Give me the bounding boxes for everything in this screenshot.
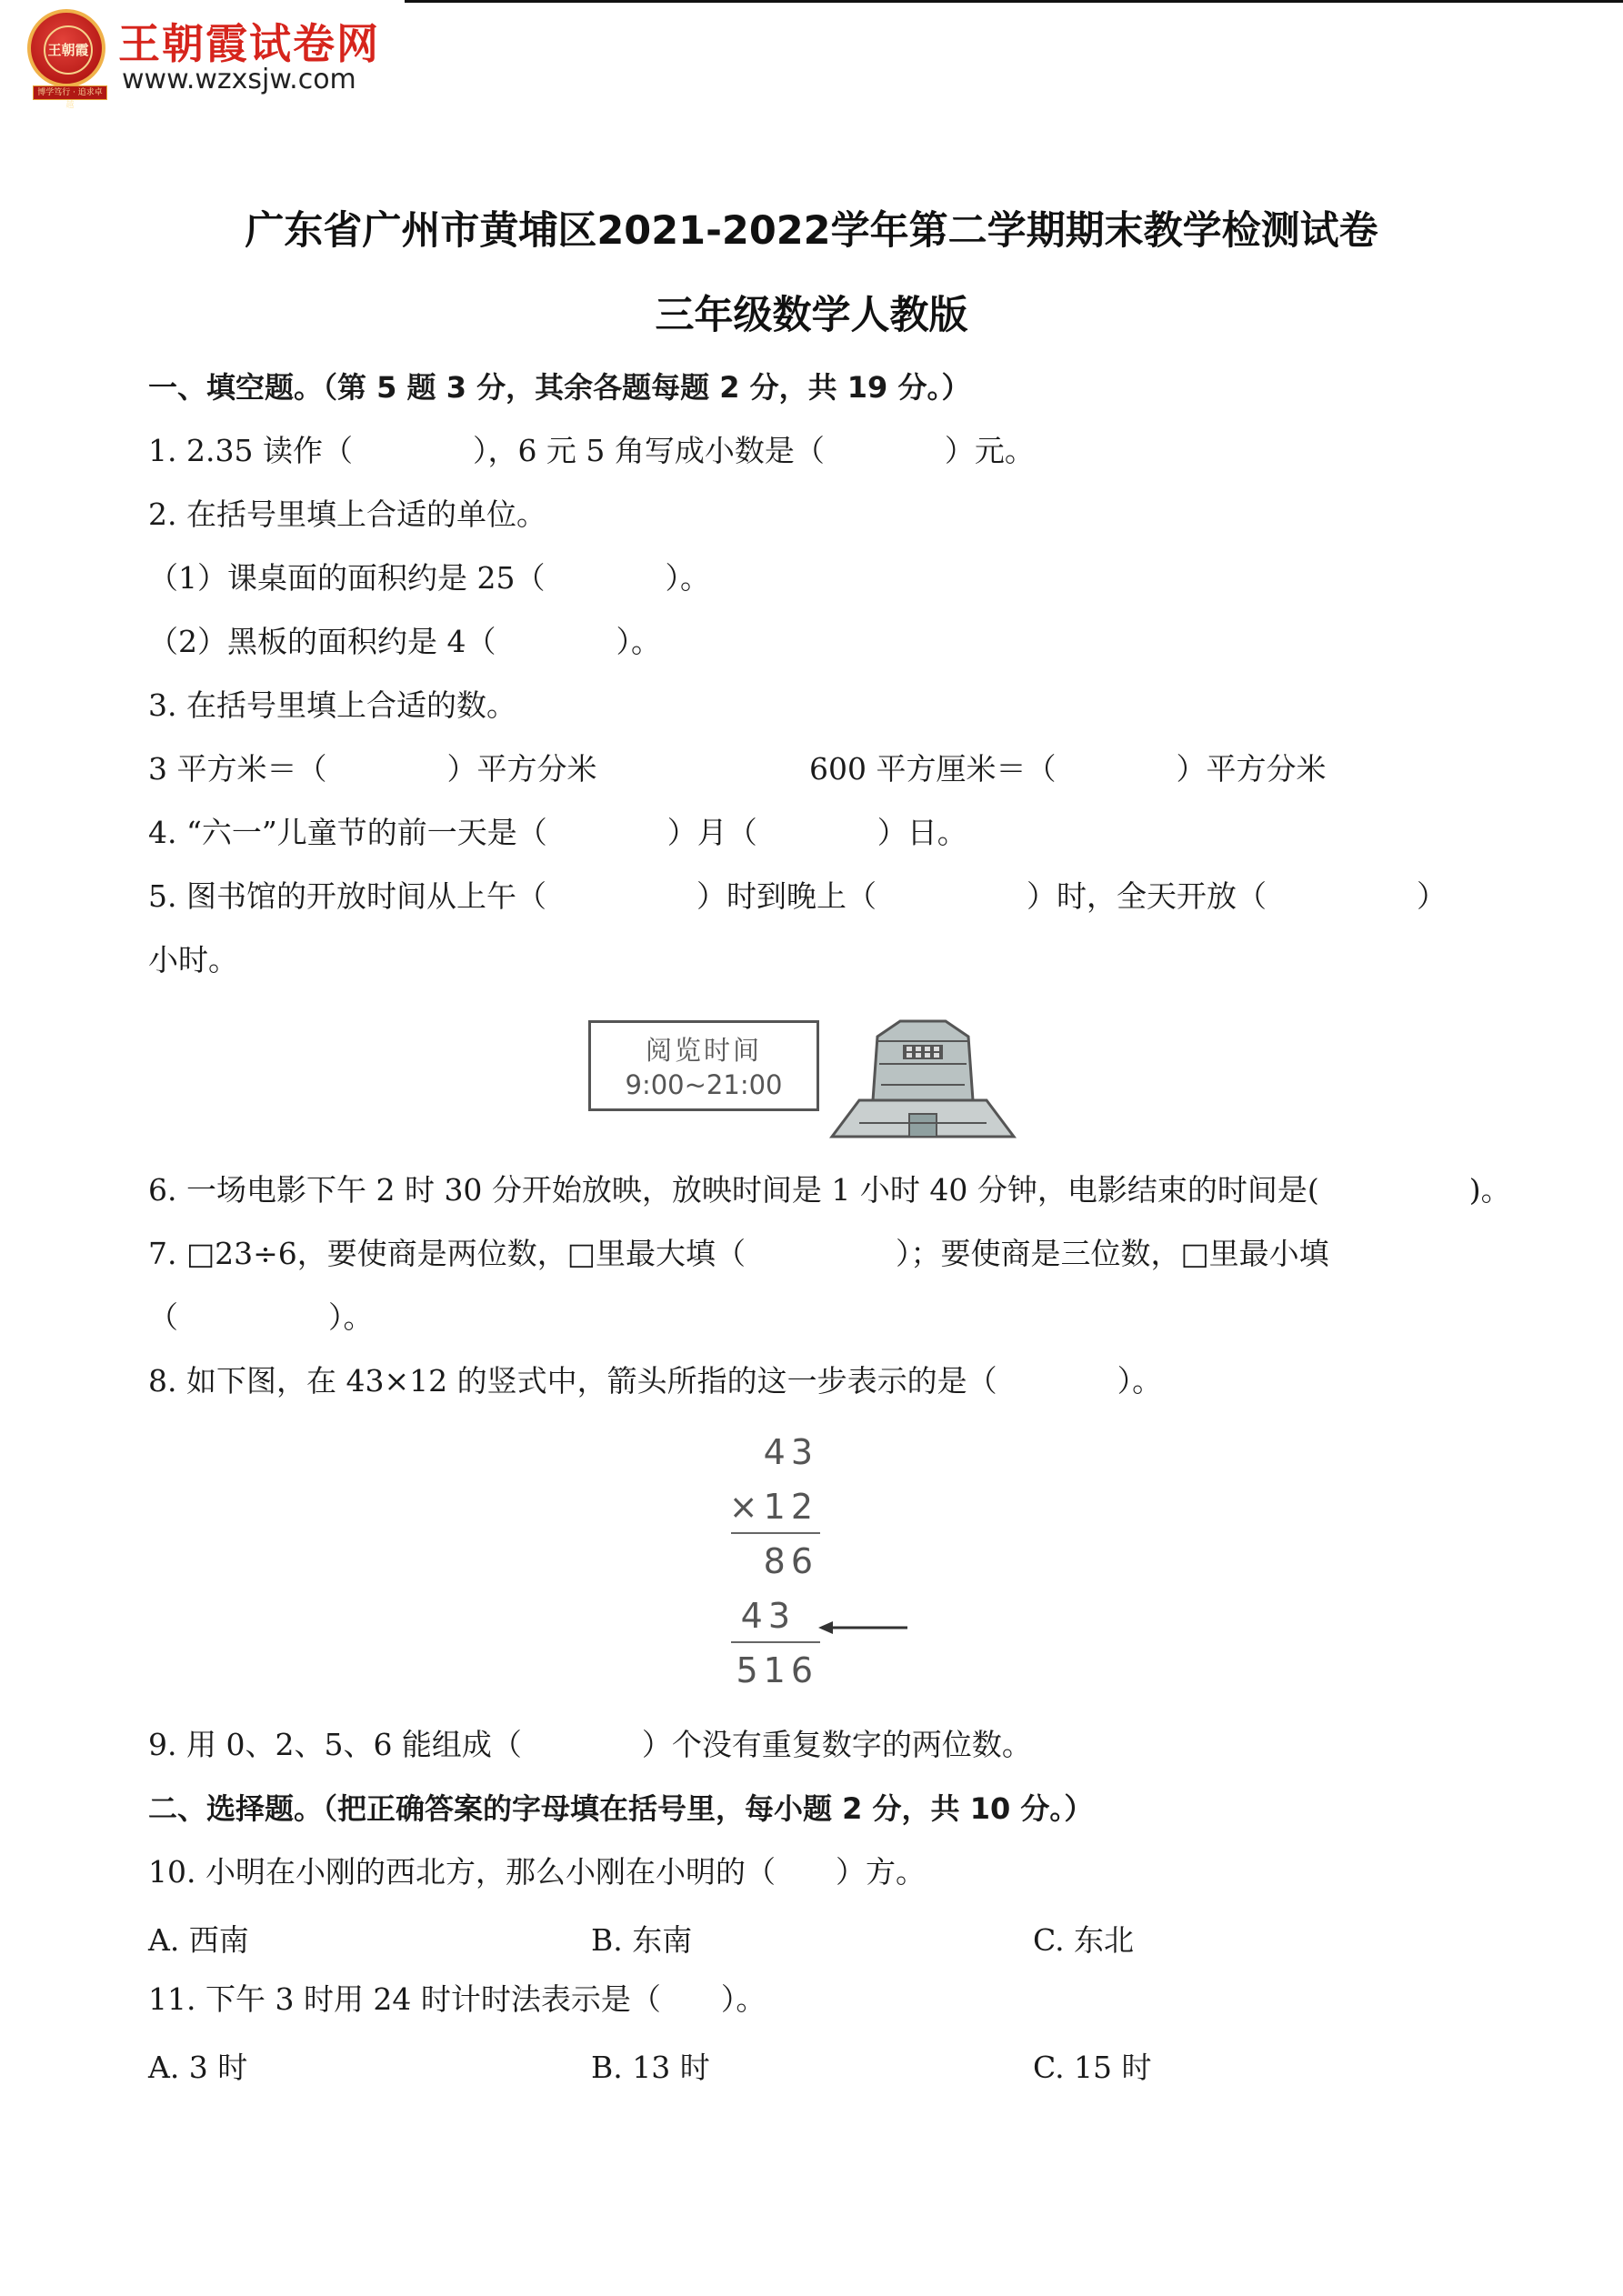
question-7-cont: （ ）。 [148,1299,374,1335]
question-10: 10. 小明在小刚的西北方，那么小刚在小明的（ ）方。 [148,1854,926,1890]
question-10-option-c: C. 东北 [1033,1922,1135,1958]
brand-url[interactable]: www.wzxsjw.com [122,64,356,95]
site-logo[interactable] [27,9,391,110]
vert-row-partial-1: 86 [763,1541,818,1581]
vert-rule-2 [731,1641,820,1643]
vert-row-multiplicand: 43 [763,1432,818,1472]
question-4: 4. “六一”儿童节的前一天是（ ）月（ ）日。 [148,815,967,850]
question-2: 2. 在括号里填上合适的单位。 [148,496,546,532]
seal-text: 王朝霞 [44,25,93,75]
reading-time-label: 阅览时间 [645,1035,762,1066]
question-3: 3. 在括号里填上合适的数。 [148,687,516,723]
vert-row-partial-2: 43 [740,1596,796,1636]
question-1: 1. 2.35 读作（ ），6 元 5 角写成小数是（ ）元。 [148,433,1035,468]
brand-name: 王朝霞试卷网 [118,19,380,68]
question-3-part-1: 3 平方米＝（ ）平方分米 [148,751,597,787]
question-2-part-2: （2）黑板的面积约是 4（ ）。 [148,624,661,659]
reading-time-value: 9:00~21:00 [625,1069,783,1100]
section-1-heading: 一、填空题。（第 5 题 3 分，其余各题每题 2 分，共 19 分。） [148,370,971,405]
question-2-part-1: （1）课桌面的面积约是 25（ ）。 [148,560,710,596]
question-6: 6. 一场电影下午 2 时 30 分开始放映，放映时间是 1 小时 40 分钟，电影结束的时间是( )。 [148,1172,1511,1208]
seal-ribbon: 博学笃行 · 追求卓越 [33,85,107,100]
question-11-option-b: B. 13 时 [591,2050,710,2085]
left-arrow-icon [818,1619,909,1637]
vertical-multiplication [718,1432,918,1705]
top-rule [405,0,1623,3]
question-11-option-a: A. 3 时 [148,2050,248,2085]
question-7: 7. □23÷6，要使商是两位数，□里最大填（ ）；要使商是三位数，□里最小填 [148,1236,1329,1271]
question-10-option-b: B. 东南 [591,1922,693,1958]
section-2-heading: 二、选择题。（把正确答案的字母填在括号里，每小题 2 分，共 10 分。） [148,1791,1094,1826]
exam-title: 广东省广州市黄埔区2021-2022学年第二学期期末教学检测试卷 [245,208,1378,254]
question-11: 11. 下午 3 时用 24 时计时法表示是（ ）。 [148,1981,766,2017]
seal-icon [27,9,105,87]
question-8: 8. 如下图，在 43×12 的竖式中，箭头所指的这一步表示的是（ ）。 [148,1363,1163,1399]
reading-time-sign [588,1020,819,1111]
question-5-cont: 小时。 [148,942,238,978]
question-9: 9. 用 0、2、5、6 能组成（ ）个没有重复数字的两位数。 [148,1727,1032,1762]
exam-subtitle: 三年级数学人教版 [655,293,968,338]
library-building-icon [823,1014,1023,1141]
question-10-option-a: A. 西南 [148,1922,249,1958]
question-5: 5. 图书馆的开放时间从上午（ ）时到晚上（ ）时，全天开放（ ） [148,878,1447,914]
question-3-part-2: 600 平方厘米＝（ ）平方分米 [809,751,1327,787]
vert-row-multiplier: ×12 [728,1487,818,1527]
vert-rule-1 [731,1532,820,1534]
vert-row-product: 516 [736,1650,818,1690]
question-11-option-c: C. 15 时 [1033,2050,1152,2085]
